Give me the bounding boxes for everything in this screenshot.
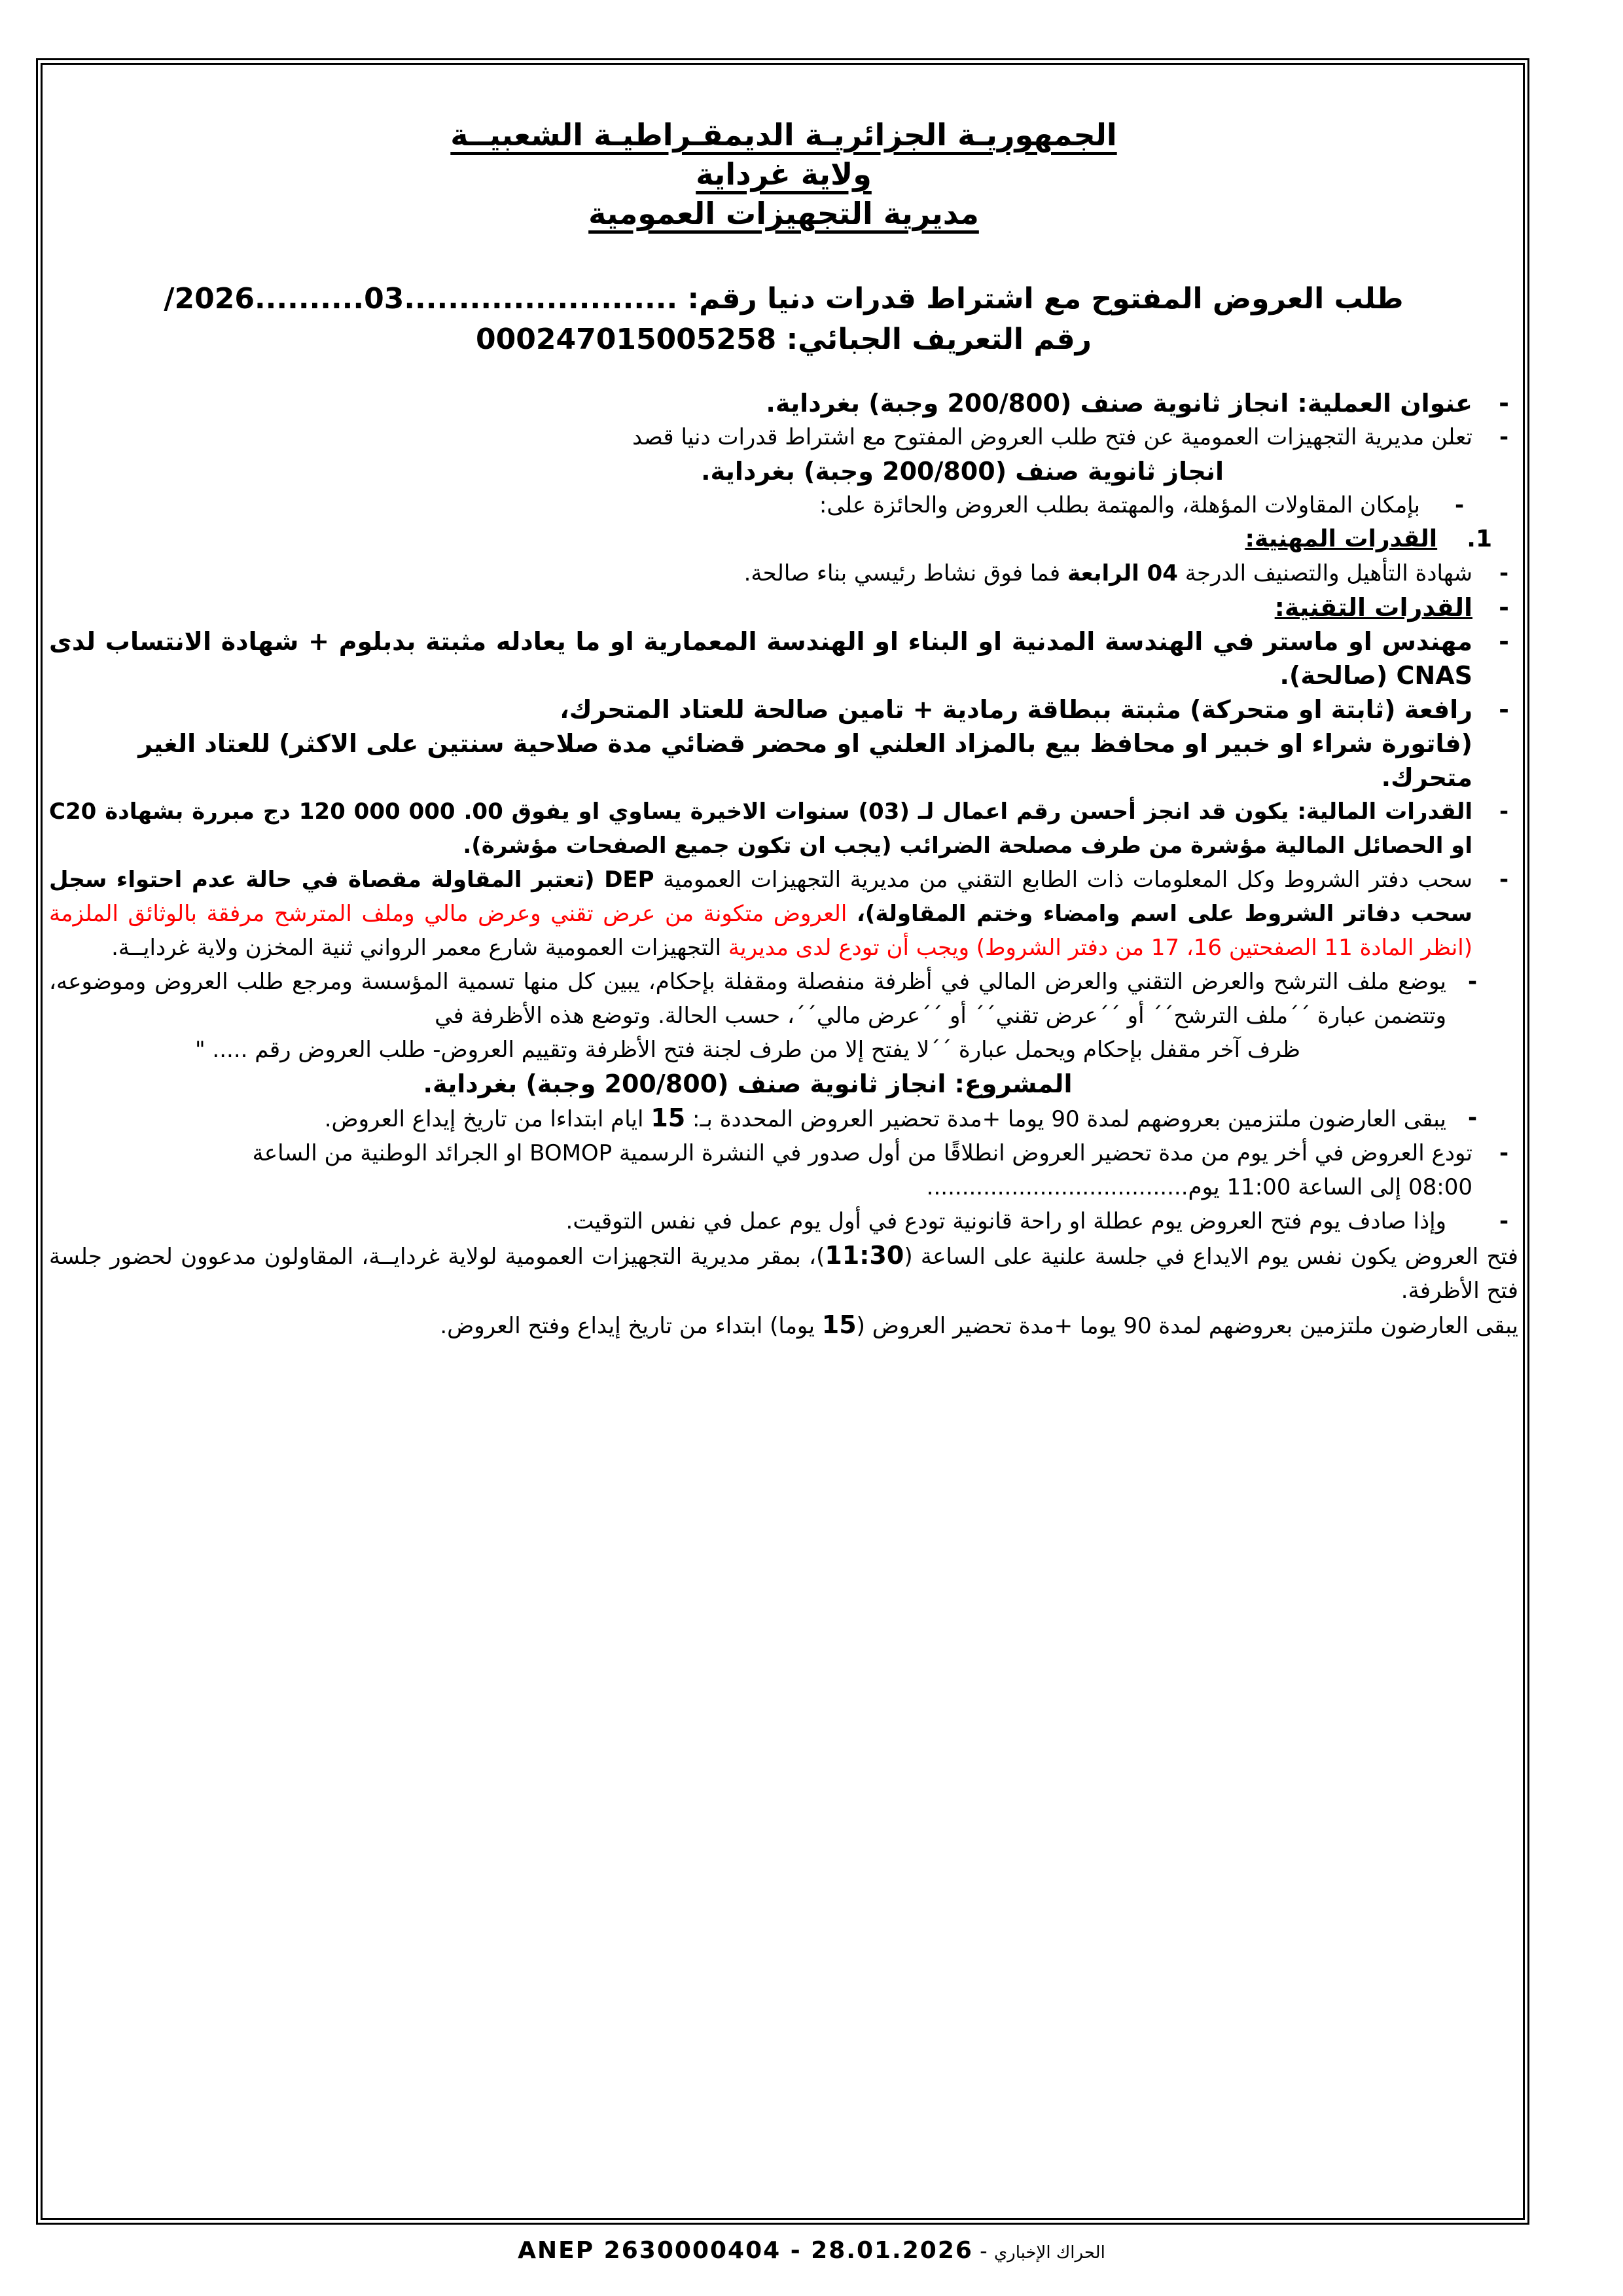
holiday-item (49, 1204, 1518, 1238)
project-label: المشروع: انجاز ثانوية صنف (200/800 وجبة) بغرداية. (423, 1069, 1073, 1098)
technical-engineer-text: مهندس او ماستر في الهندسة المدنية او البناء او الهندسة المعمارية او ما يعادله مثبتة بدبلوم + شهادة الانتساب لدى CNAS (صالحة). (49, 627, 1472, 690)
tender-number-value: ..........03......................... (254, 282, 678, 315)
bullet-icon: - (1499, 1140, 1509, 1166)
anep-reference: ANEP 2630000404 - 28.01.2026 (518, 2237, 973, 2264)
bullet-icon: - (1499, 798, 1509, 825)
opening-paragraph (49, 1238, 1518, 1308)
section-title: القدرات المهنية: (1245, 526, 1438, 552)
announcement-project: انجاز ثانوية صنف (200/800 وجبة) بغرداية. (701, 457, 1224, 486)
section-professional-heading (49, 522, 1518, 556)
republic-title: الجمهوريـة الجزائريـة الديمقـراطيـة الشعبيــة (450, 117, 1117, 152)
document-content (49, 63, 1518, 1343)
bullet-icon: - (1499, 627, 1509, 656)
crane-requirement: رافعة (ثابتة او متحركة) مثبتة ببطاقة رمادية + تامين صالحة للعتاد المتحرك، (560, 695, 1472, 724)
validity-days: 15 (651, 1103, 686, 1132)
directorate-title: مديرية التجهيزات العمومية (588, 196, 979, 231)
tender-number-line (49, 279, 1518, 319)
opening-text: فتح العروض يكون نفس يوم الايداع في جلسة علنية على الساعة ( (904, 1244, 1518, 1270)
announcement-item (49, 420, 1518, 488)
final-validity-days: 15 (821, 1310, 857, 1339)
tax-id-label: رقم التعريف الجبائي: (776, 323, 1092, 356)
notice-body (49, 386, 1518, 1343)
deposit-text: تودع العروض في أخر يوم من مدة تحضير العروض انطلاقًا من أول صدور في النشرة الرسمية BOMOP او الجرائد الوطنية من الساعة (252, 1140, 1472, 1166)
publication-footer (0, 2237, 1623, 2264)
withdrawal-item (49, 863, 1518, 965)
bullet-icon: - (1467, 1105, 1478, 1131)
deposit-item (49, 1136, 1518, 1204)
operation-title-item (49, 386, 1518, 420)
eligibility-item (49, 488, 1518, 522)
opening-time: 11:30 (825, 1241, 904, 1270)
bullet-icon: - (1499, 695, 1509, 724)
tender-heading (49, 279, 1518, 360)
bullet-icon: - (1467, 969, 1478, 995)
bullet-icon: - (1499, 1208, 1509, 1234)
final-validity-paragraph (49, 1308, 1518, 1343)
crane-proof: (فاتورة شراء او خبير او محافظ بيع بالمزاد العلني او محضر قضائي مدة صلاحية سنتين على الاكثر) للعتاد الغير متحرك. (138, 729, 1472, 792)
professional-cert-text: شهادة التأهيل والتصنيف الدرجة (1177, 560, 1472, 586)
envelopes-item (49, 965, 1518, 1101)
professional-cert-item (49, 556, 1518, 590)
validity-text: يبقى العارضون ملتزمين بعروضهم لمدة 90 يوما +مدة تحضير العروض المحددة بـ: (685, 1106, 1446, 1132)
tender-year: /2026 (164, 282, 255, 315)
withdrawal-text: سحب دفتر الشروط وكل المعلومات ذات الطابع التقني من مديرية التجهيزات العمومية (654, 867, 1472, 893)
bullet-icon: - (1499, 389, 1509, 418)
technical-crane-item (49, 692, 1518, 795)
bullet-icon: - (1499, 867, 1509, 893)
deposit-hours: 08:00 إلى الساعة 11:00 يوم..................................... (926, 1174, 1472, 1200)
eligibility-text: بإمكان المقاولات المؤهلة، والمهتمة بطلب العروض والحائزة على: (819, 492, 1420, 518)
letterhead (49, 115, 1518, 233)
newspaper-name: الحراك الإخباري (993, 2243, 1105, 2263)
envelopes-text: يوضع ملف الترشح والعرض التقني والعرض المالي في أظرفة منفصلة ومقفلة بإحكام، يبين كل منها تسمية المؤسسة ومرجع طلب العروض وموضوعه، وتتضمن عبارة ´´ملف الترشح´´ أو ´´عرض تقني´´ أو ´´عرض مالي´´، حسب الحالة. وتوضع هذه الأظرفة في (49, 969, 1446, 1029)
technical-heading: القدرات التقنية: (1274, 593, 1472, 622)
bullet-icon: - (1499, 593, 1509, 622)
bullet-icon: - (1454, 492, 1465, 518)
professional-cert-grade: 04 الرابعة (1067, 560, 1178, 586)
financial-item (49, 795, 1518, 863)
deposit-address: التجهيزات العمومية شارع معمر الرواني ثنية المخزن ولاية غردايــة. (111, 935, 728, 961)
technical-engineer-item (49, 624, 1518, 692)
bullet-icon: - (1499, 560, 1509, 586)
operation-title: عنوان العملية: انجاز ثانوية صنف (200/800 وجبة) بغرداية. (766, 389, 1472, 418)
section-number: 1. (1467, 526, 1492, 552)
professional-cert-text-end: فما فوق نشاط رئيسي بناء صالحة. (743, 560, 1067, 586)
technical-heading-item (49, 590, 1518, 624)
final-validity-text: يبقى العارضون ملتزمين بعروضهم لمدة 90 يوما +مدة تحضير العروض ( (856, 1313, 1518, 1339)
validity-item (49, 1101, 1518, 1136)
tender-title-prefix: طلب العروض المفتوح مع اشتراط قدرات دنيا رقم: (677, 282, 1404, 315)
bullet-icon: - (1499, 424, 1509, 450)
tax-id-value: 000247015005258 (476, 323, 777, 356)
opening-text-end: )، بمقر مديرية التجهيزات العمومية لولاية غردايــة، المقاولون مدعوون لحضور جلسة فتح الأظرفة. (49, 1244, 1518, 1304)
outer-envelope-text: ظرف آخر مقفل بإحكام ويحمل عبارة ´´لا يفتح إلا من طرف لجنة فتح الأظرفة وتقييم العروض- طلب العروض رقم ..... " (194, 1037, 1300, 1063)
announcement-text: تعلن مديرية التجهيزات العمومية عن فتح طلب العروض المفتوح مع اشتراط قدرات دنيا قصد (632, 424, 1472, 450)
offer-composition-highlight: العروض متكونة من عرض تقني وعرض مالي وملف المترشح مرفقة بالوثائق الملزمة (انظر المادة 11 الصفحتين 16، 17 من دفتر الشروط) ويجب أن تودع لدى مديرية (49, 901, 1472, 961)
withdrawal-warning: DEP (تعتبر المقاولة مقصاة في حالة عدم احتواء سجل سحب دفاتر الشروط على اسم وامضاء وختم المقاولة)، (49, 867, 1472, 927)
holiday-text: وإذا صادف يوم فتح العروض يوم عطلة او راحة قانونية تودع في أول يوم عمل في نفس التوقيت. (565, 1208, 1446, 1234)
tax-id-line (49, 319, 1518, 360)
final-validity-text-end: يوما) ابتداء من تاريخ إيداع وفتح العروض. (440, 1313, 822, 1339)
financial-requirement: القدرات المالية: يكون قد انجز أحسن رقم اعمال لـ (03) سنوات الاخيرة يساوي او يفوق 00. 000 000 120 دج مبررة بشهادة C20 او الحصائل المالية مؤشرة من طرف مصلحة الضرائب (يجب ان تكون جميع الصفحات مؤشرة). (49, 798, 1473, 859)
tender-number (164, 282, 677, 315)
footer-separator: - (972, 2238, 994, 2263)
validity-text-end: ايام ابتداءا من تاريخ إيداع العروض. (324, 1106, 651, 1132)
wilaya-title: ولاية غرداية (696, 156, 872, 192)
